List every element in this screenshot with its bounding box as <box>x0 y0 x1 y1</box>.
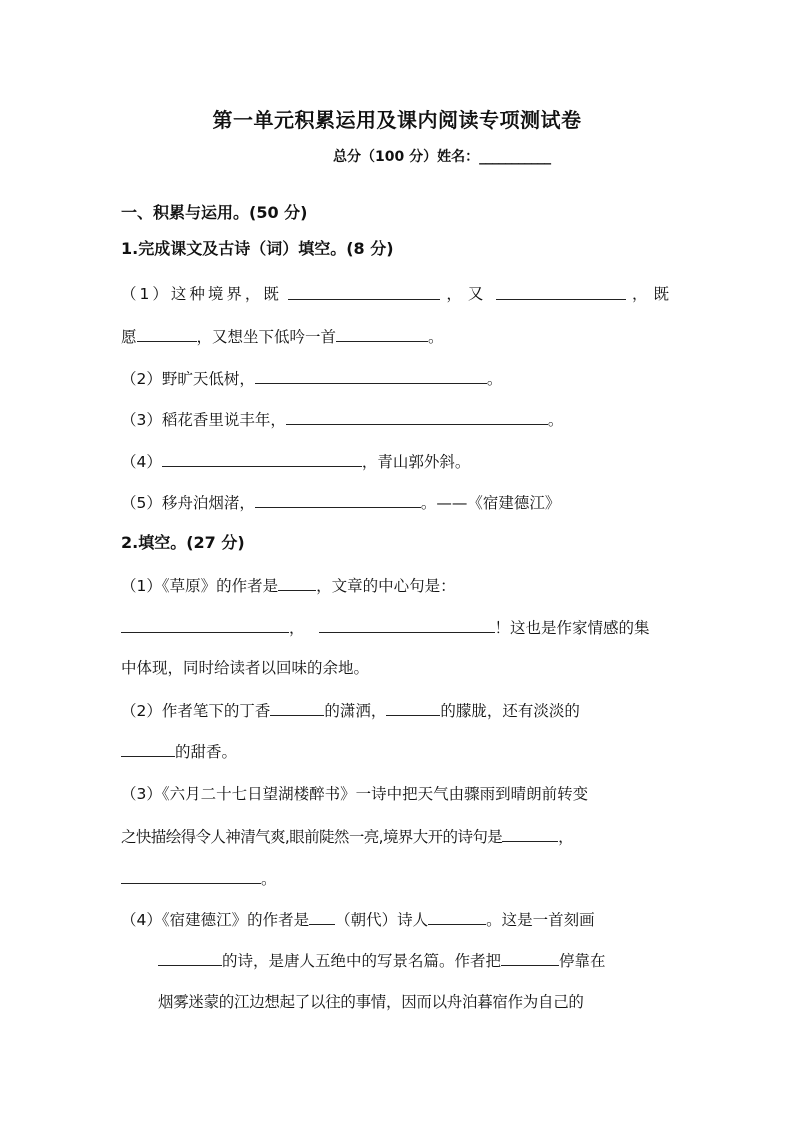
q1-item-5 <box>121 492 560 513</box>
q1-heading: 1.完成课文及古诗（词）填空。(8 分) <box>121 239 394 258</box>
q2-item-3: （3）《六月二十七日望湖楼醉书》一诗中把天气由骤雨到晴朗前转变 <box>121 785 589 803</box>
q2-item-2-text-b: 的潇洒， <box>324 702 387 720</box>
answer-blank[interactable] <box>158 950 222 966</box>
q2-item-1-text-b: ，文章的中心句是： <box>316 577 456 595</box>
q1-item-1-text-a: （1）这种境界，既 <box>121 285 282 303</box>
q2-item-4-text-b: （朝代）诗人 <box>335 911 429 929</box>
answer-blank[interactable] <box>286 409 548 425</box>
exam-title: 第一单元积累运用及课内阅读专项测试卷 <box>212 108 582 132</box>
q2-item-4-text-c: 。这是一首刻画 <box>486 911 595 929</box>
q2-item-3-cont2 <box>121 868 277 889</box>
q1-item-4 <box>121 451 470 472</box>
q2-item-3-text-b: ， <box>558 828 574 846</box>
score-label: 总分（100 分）姓名： <box>333 149 480 165</box>
q1-item-1-text-c: ，既 <box>631 285 675 303</box>
q1-item-2-text-a: （2）野旷天低树， <box>121 370 255 388</box>
answer-blank[interactable] <box>255 368 487 384</box>
q2-item-2-text-a: （2）作者笔下的丁香 <box>121 702 271 720</box>
q1-item-2-text-b: 。 <box>486 370 503 388</box>
answer-blank[interactable] <box>162 451 362 467</box>
answer-blank[interactable] <box>386 700 440 716</box>
answer-blank[interactable] <box>121 868 261 884</box>
q1-item-5-text-a: （5）移舟泊烟渚， <box>121 494 255 512</box>
score-name-line <box>333 146 551 166</box>
q1-item-3-text-a: （3）稻花香里说丰年， <box>121 411 286 429</box>
q1-item-1-text-f: 。 <box>428 328 444 346</box>
answer-blank[interactable] <box>496 284 626 300</box>
q2-item-2 <box>121 700 580 721</box>
q2-item-4-text-a: （4）《宿建德江》的作者是 <box>121 911 310 929</box>
answer-blank[interactable] <box>278 575 316 591</box>
q1-item-4-text-b: ，青山郭外斜。 <box>361 453 471 471</box>
q1-item-3-text-b: 。 <box>547 411 564 429</box>
answer-blank[interactable] <box>137 326 197 342</box>
answer-blank[interactable] <box>255 492 421 508</box>
q2-item-2-text-c: 的朦胧，还有淡淡的 <box>440 702 580 720</box>
name-blank[interactable]: ___________ <box>479 149 551 165</box>
q2-item-4-cont <box>158 950 606 971</box>
q2-item-3-text-c: 。 <box>261 870 277 888</box>
q1-item-4-text-a: （4） <box>121 453 162 471</box>
q2-item-1-cont <box>121 617 650 638</box>
answer-blank[interactable] <box>270 700 324 716</box>
q1-item-1-text-d: 愿 <box>121 328 137 346</box>
q2-item-2-text-d: 的甜香。 <box>175 743 238 761</box>
q1-item-1-text-b: ，又 <box>446 285 490 303</box>
answer-blank[interactable] <box>309 909 335 925</box>
answer-blank[interactable] <box>502 826 558 842</box>
q1-item-3 <box>121 409 563 430</box>
answer-blank[interactable] <box>336 326 428 342</box>
section-heading: 一、积累与运用。(50 分) <box>121 203 308 222</box>
q1-item-5-text-b: 。——《宿建德江》 <box>420 494 561 512</box>
q1-item-1-text-e: ，又想坐下低吟一首 <box>196 328 337 346</box>
q2-item-1 <box>121 575 456 596</box>
q1-item-2 <box>121 368 502 389</box>
q2-item-4-cont2: 烟雾迷蒙的江边想起了以往的事情，因而以舟泊暮宿作为自己的 <box>158 993 584 1011</box>
q2-item-2-cont <box>121 741 237 762</box>
q2-item-1-text-a: （1）《草原》的作者是 <box>121 577 279 595</box>
answer-blank[interactable] <box>121 617 289 633</box>
q2-item-3-cont <box>121 826 573 847</box>
q2-item-4 <box>121 909 595 930</box>
q2-item-3-text-a: 之快描绘得令人神清气爽,眼前陡然一亮,境界大开的诗句是 <box>121 828 503 846</box>
answer-blank[interactable] <box>501 950 559 966</box>
q2-item-4-text-d: 的诗，是唐人五绝中的写景名篇。作者把 <box>222 952 502 970</box>
answer-blank[interactable] <box>121 741 175 757</box>
q2-item-1-cont2: 中体现，同时给读者以回味的余地。 <box>121 659 370 677</box>
answer-blank[interactable] <box>428 909 486 925</box>
q1-item-1 <box>121 284 675 304</box>
answer-blank[interactable] <box>319 617 495 633</box>
q2-item-4-text-e: 停靠在 <box>559 952 606 970</box>
q2-heading: 2.填空。(27 分) <box>121 533 245 552</box>
q2-item-1-text-c: ， <box>289 619 305 637</box>
q2-item-1-text-d: ！这也是作家情感的集 <box>494 619 650 637</box>
q1-item-1-cont <box>121 326 444 347</box>
answer-blank[interactable] <box>288 284 440 300</box>
